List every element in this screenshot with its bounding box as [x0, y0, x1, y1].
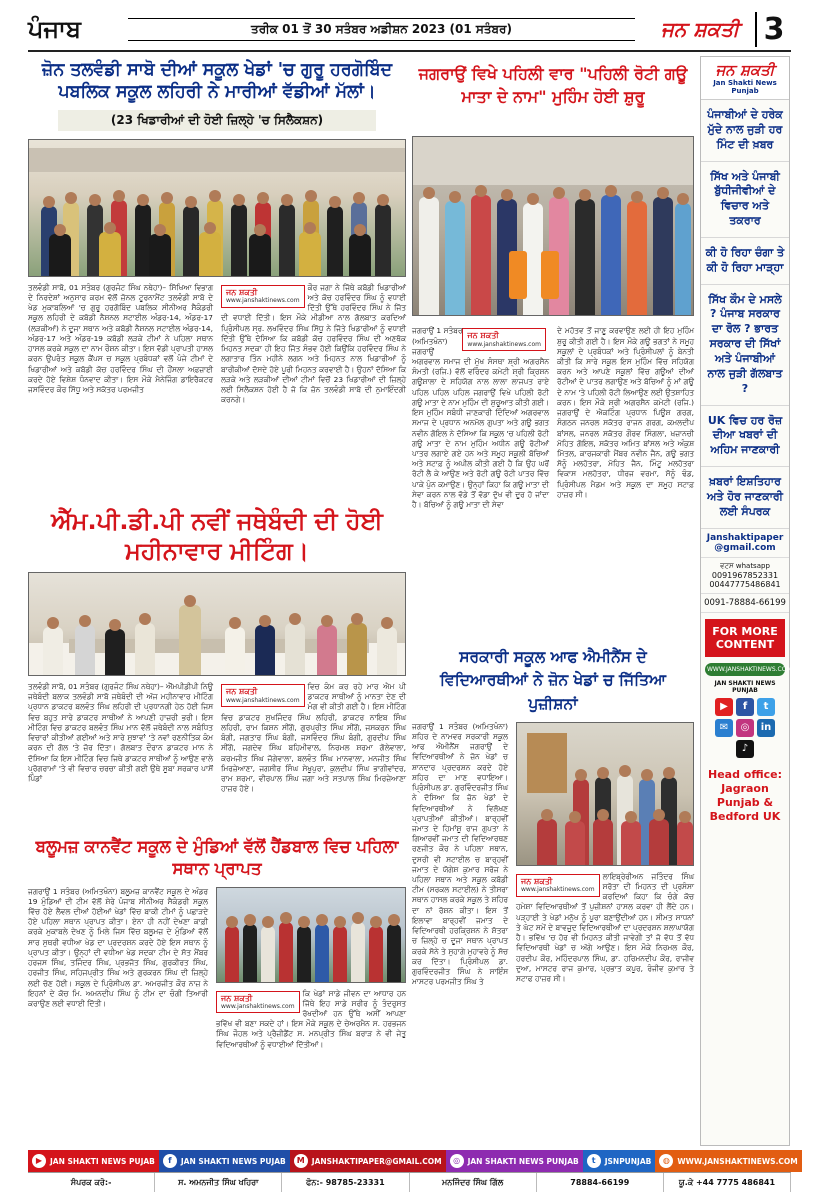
facebook-icon[interactable]: f: [736, 698, 754, 716]
article-headline: ਜ਼ੋਨ ਤਲਵੰਡੀ ਸਾਬੋ ਦੀਆਂ ਸਕੂਲ ਖੇਡਾਂ 'ਚ ਗੁਰੂ ਹਰਗੋਬਿੰਦ ਪਬਲਿਕ ਸਕੂਲ ਲਹਿਰੀ ਨੇ ਮਾਰੀਆਂ ਵੱਡੀਆਂ ਮੱਲਾਂ।: [41, 60, 393, 102]
twitter-icon: t: [587, 1154, 601, 1168]
footer-social-bar: [28, 1150, 798, 1172]
twitter-icon[interactable]: t: [757, 698, 775, 716]
sidebar-whatsapp: ਵਟਸ whatsapp 0091967852331 00447775486841: [701, 558, 789, 594]
footer-contact: ਸੰਪਰਕ ਕਰੋ:-: [28, 1173, 155, 1192]
page-header: [28, 8, 791, 52]
janshakti-badge: ਜਨ ਸ਼ਕਤੀ www.janshaktinews.com: [462, 328, 546, 351]
page-footer: [28, 1150, 798, 1194]
article-headline: ਜਗਰਾਉਂ ਵਿਖੇ ਪਹਿਲੀ ਵਾਰ "ਪਹਿਲੀ ਰੋਟੀ ਗਊ ਮਾਤਾ ਦੇ ਨਾਮ" ਮੁਹਿੰਮ ਹੋਈ ਸ਼ੁਰੂ: [418, 64, 688, 107]
article-body: ਜਨ ਸ਼ਕਤੀ www.janshaktinews.com ਵਿਚ ਕੰਮ ਕਰ ਰਹੇ ਮਾਰ ਐਮ ਪੀ ਡਾਕਟਰ ਸਾਥੀਆਂ ਨੂੰ ਮਾਨਤਾ ਦੇਣ ਦੀ ਮੰਗ ਵੀ ਕੀਤੀ ਗਈ ਹੈ। ਇਸ ਮੀਟਿੰਗ ਵਿਚ ਡਾਕਟਰ ਸੁਖਜਿੰਦਰ ਸਿੰਘ ਲਹਿਰੀ, ਡਾਕਟਰ ਨਾਇਬ ਸਿੰਘ ਲਹਿਰੀ, ਰਾਮ ਕਿਸ਼ਨ ਸੀਂਗੋ, ਗੁਰਪ੍ਰੀਤ ਸਿੰਘ ਸੀਂਗੋ, ਜਸਕਰਨ ਸਿੰਘ ਬੰਗੀ, ਜਗਤਾਰ ਸਿੰਘ ਬੰਗੀ, ਜਸਵਿੰਦਰ ਸਿੰਘ ਬੰਗੀ, ਗੁਰਦੀਪ ਸਿੰਘ ਸੀਂਗੋ, ਜਗਦੇਵ ਸਿੰਘ ਬਹਿਮੀਵਾਲ, ਨਿਰਮਲ ਸ਼ਰਮਾ ਗੋਲੇਵਾਲਾ, ਕਰਮਜੀਤ ਸਿੰਘ ਜੋਗੇਵਾਲਾ, ਬਲਵੰਤ ਸਿੰਘ ਮਾਨਵਾਲਾ, ਮਨਜੀਤ ਸਿੰਘ ਮਿਰਜ਼ੇਆਣਾ, ਜਗਸੀਰ ਸਿੰਘ ਸੇਖੂਪੁਰਾ, ਕੁਲਦੀਪ ਸਿੰਘ ਭਾਗੀਵਾਂਦਰ, ਰਾਮ ਸ਼ਰਮਾ, ਵੀਰਪਾਲ ਸਿੰਘ ਜਗਾ ਅਤੇ ਸਤਪਾਲ ਸਿੰਘ ਮਿਰਜ਼ੇਆਣਾ ਹਾਜ਼ਰ ਹੋਏ।: [221, 682, 406, 794]
page-number: 3: [755, 12, 791, 47]
more-content-banner[interactable]: FOR MORE CONTENT: [705, 619, 785, 657]
footer-link-gmail[interactable]: M JANSHAKTIPAPER@GMAIL.COM: [290, 1150, 446, 1172]
footer-link-facebook[interactable]: f JAN SHAKTI NEWS PUJAB: [159, 1150, 290, 1172]
footer-contact-bar: [28, 1172, 791, 1192]
footer-link-twitter[interactable]: t JSNPUNJAB: [583, 1150, 656, 1172]
article-body: ਜਗਰਾਉਂ 1 ਸਤੰਬਰ (ਅਮਿਤਖੰਨਾ) ਸ਼ਹਿਰ ਦੇ ਨਾਮਵਰ ਸਰਕਾਰੀ ਸਕੂਲ ਆਫ ਐਮੀਨੈਂਸ ਜਗਰਾਉਂ ਦੇ ਵਿਦਿਆਰਥੀਆਂ ਨੇ ਜ਼ੋਨ ਖੇਡਾਂ ਚ ਸ਼ਾਨਦਾਰ ਪ੍ਰਦਰਸ਼ਨ ਕਰਦੇ ਹੋਏ ਸ਼ਹਿਰ ਦਾ ਮਾਣ ਵਧਾਇਆ। ਪ੍ਰਿੰਸੀਪਲ ਡਾ. ਗੁਰਵਿੰਦਰਜੀਤ ਸਿੰਘ ਨੇ ਦੱਸਿਆ ਕਿ ਜ਼ੋਨ ਖੇਡਾਂ ਦੇ ਵਿਦਿਆਰਥੀਆਂ ਨੇ ਵਿਲੱਖਣ ਪ੍ਰਾਪਤੀਆਂ ਕੀਤੀਆਂ। ਬਾਰ੍ਹਵੀਂ ਜਮਾਤ ਦੇ ਹਿਮਾਂਸ਼ੂ ਰਾਜ ਗੁਪਤਾ ਨੇ ਗਿਆਰਵੀਂ ਜਮਾਤ ਦੀ ਵਿਦਿਆਰਥਣ ਰਣਜੀਤ ਕੌਰ ਨੇ ਪਹਿਲਾ ਸਥਾਨ, ਦੁਸਰੀ ਵੀ ਸਟਾਈਲ ਚ ਬਾਰ੍ਹਵੀਂ ਜਮਾਤ ਦੇ ਯੋਗੇਸ਼ ਕੁਮਾਰ ਸਰੋਜ ਨੇ ਪਹਿਲਾ ਸਥਾਨ ਅਤੇ ਸਕੂਲ ਕਬੱਡੀ ਟੀਮ (ਸਰਕਲ ਸਟਾਈਲ) ਨੇ ਤੀਸਰਾ ਸਥਾਨ ਹਾਸਲ ਕਰਕੇ ਸਕੂਲ ਤੇ ਸ਼ਹਿਰ ਦਾ ਨਾਂ ਰੋਸ਼ਨ ਕੀਤਾ। ਇਸ ਤੋਂ ਇਲਾਵਾ ਬਾਰ੍ਹਵੀਂ ਜਮਾਤ ਦੇ ਵਿਦਿਆਰਥੀ ਹਰਕ੍ਰਿਸ਼ਨ ਨੇ ਸ਼ੱਤਰਾ ਚ ਜ਼ਿਲ੍ਹੇ ਚ ਦੂਜਾ ਸਥਾਨ ਪ੍ਰਾਪਤ ਕਰਕੇ ਸੋਨੇ ਤੇ ਸੁਹਾਗੇ ਮੁਹਾਵਰੇ ਨੂੰ ਸੱਚ ਕਰ ਦਿੱਤਾ। ਪ੍ਰਿੰਸੀਪਲ ਡਾ. ਗੁਰਵਿੰਦਰਜੀਤ ਸਿੰਘ ਨੇ ਸਾਇੰਸ ਮਾਸਟਰ ਪਰਮਜੀਤ ਸਿੰਘ ਤੇ: [412, 721, 508, 987]
article-roti: [412, 56, 694, 646]
footer-link-youtube[interactable]: ▶ JAN SHAKTI NEWS PUJAB: [28, 1150, 159, 1172]
footer-link-instagram[interactable]: ◎ JAN SHAKTI NEWS PUNJAB: [446, 1150, 583, 1172]
sidebar-phone: 0091-78884-66199: [701, 594, 789, 613]
instagram-icon[interactable]: ◎: [736, 719, 754, 737]
campaign-photo: [412, 136, 694, 316]
email-icon[interactable]: ✉: [715, 719, 733, 737]
social-label: JAN SHAKTI NEWS PUNJAB: [714, 679, 776, 694]
article-kabaddi: [28, 56, 406, 506]
middle-column: [412, 56, 694, 1146]
gmail-icon: M: [294, 1154, 308, 1168]
article-headline: ਬਲੂਮਜ਼ ਕਾਨਵੈਂਟ ਸਕੂਲ ਦੇ ਮੁੰਡਿਆਂ ਵੱਲੋਂ ਹੈਂਡਬਾਲ ਵਿਚ ਪਹਿਲਾ ਸਥਾਨ ਪ੍ਰਾਪਤ: [35, 837, 399, 879]
article-body: ਜਨ ਸ਼ਕਤੀ www.janshaktinews.com ਕਿ ਖੇਡਾਂ ਸਾਡੇ ਜੀਵਨ ਦਾ ਆਧਾਰ ਹਨ ਜਿੱਥੇ ਇਹ ਸਾਡੇ ਸਰੀਰ ਨੂੰ ਤੰਦਰੁਸਤ ਰੱਖਦੀਆਂ ਹਨ ਉੱਥੇ ਅਸੀਂ ਆਪਣਾ ਭਵਿੱਖ ਵੀ ਬਣਾ ਸਕਦੇ ਹਾਂ। ਇਸ ਮੌਕੇ ਸਕੂਲ ਦੇ ਚੇਅਰਮੈਨ ਸ. ਹਰਭਜਨ ਸਿੰਘ ਜੌਹਲ ਅਤੇ ਪ੍ਰੈਜ਼ੀਡੈਂਟ ਸ. ਮਨਪ੍ਰੀਤ ਸਿੰਘ ਬਰਾੜ ਨੇ ਵੀ ਜੇਤੂ ਵਿਦਿਆਰਥੀਆਂ ਨੂੰ ਵਧਾਈਆਂ ਦਿੱਤੀਆਂ।: [216, 988, 406, 1049]
article-body: ਜਨ ਸ਼ਕਤੀ www.janshaktinews.com ਲਾਇਬ੍ਰੇਰੀਅਨ ਜਤਿੰਦਰ ਸਿੰਘ ਸਰੋਤਾ ਦੀ ਮਿਹਨਤ ਦੀ ਪ੍ਰਸੰਸਾ ਕਰਦਿਆਂ ਕਿਹਾ ਕਿ ਚੰਗੇ ਕੋਚ ਹਮੇਸ਼ਾ ਵਿਦਿਆਰਥੀਆਂ ਤੋਂ ਪੁਜ਼ੀਸ਼ਨਾਂ ਹਾਸਲ ਕਰਵਾ ਹੀ ਲੈਂਦੇ ਹਨ। ਪੜ੍ਹਾਈ ਤੇ ਖੇਡਾਂ ਮਨੁੱਖ ਨੂੰ ਪੂਰਾ ਬਣਾਉਂਦੀਆਂ ਹਨ। ਸੀਮਤ ਸਾਧਨਾਂ ਤੇ ਘੱਟ ਸਮੇਂ ਦੇ ਬਾਵਜੂਦ ਵਿਦਿਆਰਥੀਆਂ ਦਾ ਪ੍ਰਦਰਸ਼ਨ ਸ਼ਲਾਘਾਯੋਗ ਹੈ। ਭਵਿੱਖ 'ਚ ਹੋਰ ਵੀ ਮਿਹਨਤ ਕੀਤੀ ਜਾਵੇਗੀ ਤਾਂ ਜੋ ਵੱਧ ਤੋਂ ਵੱਧ ਵਿਦਿਆਰਥੀ ਖੇਡਾਂ ਚ ਅੱਗੇ ਆਉਣ। ਇਸ ਮੌਕੇ ਨਿਰਮਲ ਕੌਰ, ਹਰਦੀਪ ਕੌਰ, ਮਹਿੰਦਰਪਾਲ ਸਿੰਘ, ਡਾ. ਹਰਿਮਨਦੀਪ ਕੌਰ, ਰਾਜੀਵ ਦੁਆ, ਮਾਸਟਰ ਰਾਜ ਕੁਮਾਰ, ਪ੍ਰਭਾਤ ਕਪੂਰ, ਰੰਜੀਵ ਕੁਮਾਰ ਤੇ ਸਟਾਫ ਹਾਜ਼ਰ ਸੀ।: [516, 871, 694, 983]
article-body: ਜਗਰਾਉਂ 1 ਸਤੰਬਰ (ਅਮਿਤਖੰਨਾ) ਬਲੂਮਜ਼ ਕਾਨਵੈਂਟ ਸਕੂਲ ਦੇ ਅੰਡਰ 19 ਮੁੰਡਿਆਂ ਦੀ ਟੀਮ ਵੱਲੋਂ ਸ਼ੇਰੇ ਪੰਜਾਬ ਸੀਨੀਅਰ ਸੈਕੰਡਰੀ ਸਕੂਲ ਵਿੱਚ ਹੋਏ ਲੈਵਲ ਦੀਆਂ ਹੋਈਆਂ ਖੇਡਾਂ ਵਿੱਚ ਬਾਕੀ ਟੀਮਾਂ ਨੂੰ ਪਛਾੜਦੇ ਹੋਏ ਪਹਿਲਾ ਸਥਾਨ ਪ੍ਰਾਪਤ ਕੀਤਾ। ਏਨਾ ਹੀ ਨਹੀਂ ਦੇਖਣਾ ਕਾਫ਼ੀ ਕਰਕੇ ਮੁਕਾਬਲੇ ਦੇਖਣ ਨੂੰ ਮਿਲੇ ਜਿਸ ਵਿੱਚ ਬਲੂਮਜ਼ ਦੇ ਮੁੰਡਿਆਂ ਵੱਲੋਂ ਸਾਰ ਸੁਥਰੀ ਵਧੀਆ ਖੇਡ ਦਾ ਪ੍ਰਦਰਸ਼ਨ ਕਰਦੇ ਹੋਏ ਇਸ ਸਥਾਨ ਨੂੰ ਪ੍ਰਾਪਤ ਕੀਤਾ। ਉਨ੍ਹਾਂ ਦੀ ਵਧੀਆ ਖੇਡ ਸਦਕਾ ਟੀਮ ਦੇ ਸੱਤ ਮੈਂਬਰ ਹਰਜਸ ਸਿੰਘ, ਤਜਿੰਦਰ ਸਿੰਘ, ਪ੍ਰਭਜੋਤ ਸਿੰਘ, ਗੁਰਕੀਰਤ ਸਿੰਘ, ਹਰਜੀਤ ਸਿੰਘ, ਸਹਿਜਪ੍ਰੀਤ ਸਿੰਘ ਅਤੇ ਗੁਰਕਰਨ ਸਿੰਘ ਦੀ ਜ਼ਿਲ੍ਹੇ ਲਈ ਚੋਣ ਹੋਈ। ਸਕੂਲ ਦੇ ਪ੍ਰਿੰਸੀਪਲ ਡਾ. ਅਮਰਜੀਤ ਕੌਰ ਨਾਜ਼ ਨੇ ਇਹਨਾਂ ਦੇ ਕੋਚ ਮਿ. ਅਮਨਦੀਪ ਸਿੰਘ ਨੂੰ ਟੀਮ ਦਾ ਚੰਗੀ ਤਿਆਰੀ ਕਰਾਉਣ ਲਈ ਵਧਾਈ ਦਿੱਤੀ।: [28, 886, 208, 1008]
article-headline: ਐੱਮ.ਪੀ.ਡੀ.ਪੀ ਨਵੀਂ ਜਥੇਬੰਦੀ ਦੀ ਹੋਈ ਮਹੀਨਾਵਾਰ ਮੀਟਿੰਗ।: [51, 507, 383, 565]
article-headline: ਸਰਕਾਰੀ ਸਕੂਲ ਆਫ ਐਮੀਨੈਂਸ ਦੇ ਵਿਦਿਆਰਥੀਆਂ ਨੇ ਜ਼ੋਨ ਖੇਡਾਂ ਚ ਜਿੱਤਿਆ ਪੁਜ਼ੀਸ਼ਨਾਂ: [440, 648, 666, 713]
footer-contact: ਯੂ.ਕੇ +44 7775 486841: [664, 1173, 791, 1192]
article-bluums: [28, 836, 406, 1136]
article-subhead: (23 ਖਿਡਾਰੀਆਂ ਦੀ ਹੋਈ ਜ਼ਿਲ੍ਹੇ 'ਚ ਸਿਲੈਕਸ਼ਨ): [58, 110, 376, 131]
footer-contact: ਮਨਜਿੰਦਰ ਸਿੰਘ ਗਿੱਲ: [410, 1173, 537, 1192]
left-column: [28, 56, 406, 1136]
article-body: ਜਨ ਸ਼ਕਤੀ www.janshaktinews.com ਜਗਰਾਉਂ 1 ਸਤੰਬਰ (ਅਮਿਤਖੰਨਾ) ਜਗਰਾਉਂ ਅਗਰਵਾਲ ਸਮਾਜ ਦੀ ਮੁੱਖ ਸੰਸਥਾ ਸ਼੍ਰੀ ਅਗਰਸੈਨ ਸੰਮਤੀ (ਰਜਿ.) ਵੱਲੋਂ ਵਰਿੰਦਰ ਕਮੇਟੀ ਸ਼੍ਰੀ ਕ੍ਰਿਸ਼ਨ ਗਊਸ਼ਾਲਾ ਦੇ ਸਹਿਯੋਗ ਨਾਲ ਲਾਲਾ ਲਾਜਪਤ ਰਾਏ ਪਹਿਲ ਪਹਿਲ ਪਹਿਲ ਜਗਰਾਉਂ ਵਿਖੇ ਪਹਿਲੀ ਰੋਟੀ ਗਊ ਮਾਤਾ ਦੇ ਨਾਮ ਮੁਹਿੰਮ ਦੀ ਸ਼ੁਰੂਆਤ ਕੀਤੀ ਗਈ। ਇਸ ਮੁਹਿੰਮ ਸਬੰਧੀ ਜਾਣਕਾਰੀ ਦਿੰਦਿਆਂ ਅਗਰਵਾਲ ਸਮਾਜ ਦੇ ਪ੍ਰਧਾਨ ਅਨਮੋਲ ਗੁਪਤਾ ਅਤੇ ਗਊ ਭਗਤ ਨਵੀਨ ਗੋਇਲ ਨੇ ਦੱਸਿਆ ਕਿ ਸਕੂਲ 'ਚ ਪਹਿਲੀ ਰੋਟੀ ਗਊ ਮਾਤਾ ਦੇ ਨਾਮ ਮੁਹਿੰਮ ਅਧੀਨ ਗਊ ਰੋਟੀਆਂ ਪਾਤਰ ਲਗਾਏ ਗਏ ਹਨ ਅਤੇ ਸਮੂਹ ਸਕੂਲੀ ਬੱਚਿਆਂ ਅਤੇ ਸਟਾਫ਼ ਨੂੰ ਅਪੀਲ ਕੀਤੀ ਗਈ ਹੈ ਕਿ ਉਹ ਘਰੋਂ ਰੋਟੀ ਲੈ ਕੇ ਆਉਣ ਅਤੇ ਰੋਟੀ ਗਊ ਰੋਟੀ ਪਾਤਰ ਵਿੱਚ ਪਾਕੇ ਪੁੰਨ ਕਮਾਉਣ। ਉਨ੍ਹਾਂ ਕਿਹਾ ਕਿ ਗਊ ਮਾਤਾ ਦੀ ਸੇਵਾ ਕਰਨ ਨਾਲ ਵੱਡੇ ਤੋਂ ਵੱਡਾ ਦੁੱਖ ਵੀ ਦੂਰ ਹੋ ਜਾਂਦਾ ਹੈ। ਬੱਚਿਆਂ ਨੂੰ ਗਊ ਮਾਤਾ ਦੀ ਸੇਵਾ: [412, 326, 549, 510]
sidebar-item: ਸਿੱਖ ਕੌਮ ਦੇ ਮਸਲੇ ? ਪੰਜਾਬ ਸਰਕਾਰ ਦਾ ਰੋਲ ? ਭਾਰਤ ਸਰਕਾਰ ਦੀ ਸਿੱਖਾਂ ਅਤੇ ਪੰਜਾਬੀਆਂ ਨਾਲ ਜੁੜੀ ਗੱਲਬਾਤ ?: [701, 285, 789, 406]
article-body: ਦੇ ਮਹੱਤਵ ਤੋਂ ਜਾਣੂ ਕਰਵਾਉਣ ਲਈ ਹੀ ਇਹ ਮੁਹਿੰਮ ਸ਼ੁਰੂ ਕੀਤੀ ਗਈ ਹੈ। ਇਸ ਮੌਕੇ ਗਊ ਭਗਤਾਂ ਨੇ ਸਮੂਹ ਸਕੂਲਾਂ ਦੇ ਪ੍ਰਬੰਧਕਾਂ ਅਤੇ ਪ੍ਰਿੰਸੀਪਲਾਂ ਨੂੰ ਬੇਨਤੀ ਕੀਤੀ ਕਿ ਸਾਰੇ ਸਕੂਲ ਇਸ ਮੁਹਿੰਮ ਵਿੱਚ ਸਹਿਯੋਗ ਕਰਨ ਅਤੇ ਆਪਣੇ ਸਕੂਲਾਂ ਵਿੱਚ ਗਊਆਂ ਦੀਆਂ ਰੋਟੀਆਂ ਦੇ ਪਾਤਰ ਲਗਾਉਣ ਅਤੇ ਬੱਚਿਆਂ ਨੂੰ ਮਾਂ ਗਊ ਦੇ ਨਾਮ 'ਤੇ ਪਹਿਲੀ ਰੋਟੀ ਲਿਆਉਣ ਲਈ ਉਤਸ਼ਾਹਿਤ ਕਰਨ। ਇਸ ਮੌਕੇ ਸ਼੍ਰੀ ਅਗਰਸੈਨ ਕਮੇਟੀ (ਰਜਿ.) ਜਗਰਾਉਂ ਦੇ ਐਕਟਿੰਗ ਪ੍ਰਧਾਨ ਪਿਊਸ਼ ਗਰਗ, ਸੰਗਠਨ ਜਨਰਲ ਸਕੱਤਰ ਰਾਜਨ ਗਰਗ, ਕਮਲਦੀਪ ਬਾਂਸਲ, ਜਨਰਲ ਸਕੱਤਰ ਗੌਰਵ ਸਿੰਗਲਾ, ਖ਼ਜ਼ਾਨਚੀ ਮੋਹਿਤ ਗੋਇਲ, ਸਕੱਤਰ ਅਮਿਤ ਬਾਂਸਲ ਅਤੇ ਅੰਕੁਸ਼ ਮਿੱਤਲ, ਕਾਰਜਕਾਰੀ ਮੈਂਬਰ ਨਵੀਨ ਜੈਨ, ਗਊ ਭਗਤ ਸੋਨੂੰ ਮਲਹੋਤਰਾ, ਮੋਹਿਤ ਜੈਨ, ਮਿੰਟੂ ਮਲਹੋਤਰਾ ਵਿਕਾਸ ਮਲਹੋਤਰਾ, ਧੀਰਜ ਵਰਮਾ, ਸੋਨੂੰ ਢੰਡ, ਪ੍ਰਿੰਸੀਪਲ ਮੈਡਮ ਅਤੇ ਸਕੂਲ ਦਾ ਸਮੂਹ ਸਟਾਫ਼ ਹਾਜ਼ਰ ਸੀ।: [557, 326, 694, 499]
sidebar-email[interactable]: Janshaktipaper @gmail.com: [701, 529, 789, 558]
social-icons: [701, 694, 789, 762]
article-body: ਜਨ ਸ਼ਕਤੀ www.janshaktinews.com ਕੌਰ ਜਗਾ ਨੇ ਜਿੱਥੇ ਕਬੱਡੀ ਖਿਡਾਰੀਆਂ ਅਤੇ ਕੋਚ ਹਰਵਿੰਦਰ ਸਿੰਘ ਨੂੰ ਵਧਾਈ ਦਿੱਤੀ ਉੱਥੇ ਹਰਵਿੰਦਰ ਸਿੰਘ ਨੇ ਜਿੱਤ ਦੀ ਵਧਾਈ ਦਿੱਤੀ। ਇਸ ਮੌਕੇ ਮੀਡੀਆ ਨਾਲ ਗੱਲਬਾਤ ਕਰਦਿਆਂ ਪ੍ਰਿੰਸੀਪਲ ਸ੍ਰ. ਲਖਵਿੰਦਰ ਸਿੰਘ ਸਿੱਧੂ ਨੇ ਜਿੱਤੇ ਖਿਡਾਰੀਆਂ ਨੂੰ ਵਧਾਈ ਦਿੱਤੀ ਉੱਥੇ ਦੱਸਿਆ ਕਿ ਕਬੱਡੀ ਕੋਚ ਹਰਵਿੰਦਰ ਸਿੰਘ ਦੀ ਅਣਥੱਕ ਮਿਹਨਤ ਸਦਕਾ ਹੀ ਇਹ ਜਿੱਤ ਸੰਭਵ ਹੋਈ ਕਿਉਂਕਿ ਹਰਵਿੰਦਰ ਸਿੰਘ ਨੇ ਲਗਾਤਾਰ ਤਿੰਨ ਮਹੀਨੇ ਲਗਨ ਅਤੇ ਮਿਹਨਤ ਨਾਲ ਖਿਡਾਰੀਆਂ ਨੂੰ ਬਾਰੀਕੀਆਂ ਦੱਸਦੇ ਹੋਏ ਪੂਰੀ ਮਿਹਨਤ ਕਰਵਾਈ ਹੈ। ਉਹਨਾਂ ਦੱਸਿਆ ਕਿ ਲੜਕੇ ਅਤੇ ਲੜਕੀਆਂ ਦੀਆਂ ਟੀਮਾਂ ਵਿਚੋਂ 23 ਖਿਡਾਰੀਆਂ ਦੀ ਜ਼ਿਲ੍ਹੇ ਲਈ ਸਿਲੈਕਸ਼ਨ ਹੋਈ ਹੈ ਜੋ ਕਿ ਜ਼ੋਨ ਤਲਵੰਡੀ ਸਾਬੋ ਦੀ ਨੁਮਾਇੰਦਗੀ ਕਰਨਗੇ।: [221, 282, 406, 405]
janshakti-badge: ਜਨ ਸ਼ਕਤੀ www.janshaktinews.com: [221, 285, 305, 308]
janshakti-badge: ਜਨ ਸ਼ਕਤੀ www.janshaktinews.com: [221, 684, 305, 707]
article-body: ਤਲਵੰਡੀ ਸਾਬੋ, 01 ਸਤੰਬਰ (ਗੁਰਜੰਟ ਸਿੰਘ ਨਥੇਹਾ)– ਐੱਮਪੀਡੀਪੀ ਨਿਊ ਜਥੇਬੰਦੀ ਬਲਾਕ ਤਲਵੰਡੀ ਸਾਬੋ ਜਥੇਬੰਦੀ ਦੀ ਅੱਜ ਮਹੀਨਾਵਾਰ ਮੀਟਿੰਗ ਪ੍ਰਧਾਨ ਡਾਕਟਰ ਬਲਵੰਤ ਸਿੰਘ ਲਹਿਰੀ ਦੀ ਪ੍ਰਧਾਨਗੀ ਹੇਠ ਹੋਈ ਜਿਸ ਵਿਚ ਬਹੁਤ ਸਾਰੇ ਡਾਕਟਰ ਸਾਥੀਆਂ ਨੇ ਆਪਣੀ ਹਾਜ਼ਰੀ ਭਰੀ। ਇਸ ਮੀਟਿੰਗ ਵਿਚ ਡਾਕਟਰ ਬਲਵੰਤ ਸਿੰਘ ਮਾਨ ਵੱਲੋਂ ਜਥੇਬੰਦੀ ਨਾਲ ਸਬੰਧਿਤ ਵਿਚਾਰਾਂ ਕੀਤੀਆਂ ਗਈਆਂ ਅਤੇ ਸਾਰੇ ਸੁਝਾਵਾਂ 'ਤੇ ਨਵਾਂ ਰਣਨੀਤਿਕ ਕੰਮ ਕਰਨ ਦੀ ਗੱਲ 'ਤੇ ਜ਼ੋਰ ਦਿੱਤਾ। ਗੱਲਬਾਤ ਦੌਰਾਨ ਡਾਕਟਰ ਮਾਨ ਨੇ ਦੱਸਿਆ ਕਿ ਇਸ ਮੀਟਿੰਗ ਵਿਚ ਜਿਥੇ ਡਾਕਟਰ ਸਾਥੀਆਂ ਨੂੰ ਆਉਣ ਵਾਲੇ ਪ੍ਰੋਗਰਾਮਾਂ 'ਤੇ ਵੀ ਵਿਚਾਰ ਚਰਚਾ ਕੀਤੀ ਗਈ ਉਥੇ ਸੂਬਾ ਸਰਕਾਰ ਪਾਸੋਂ ਪਿੰਡਾਂ: [28, 682, 213, 783]
edition-date: ਤਰੀਕ 01 ਤੋਂ 30 ਸਤੰਬਰ ਅਡੀਸ਼ਨ 2023 (01 ਸਤੰਬਰ): [128, 18, 635, 41]
article-body: ਤਲਵੰਡੀ ਸਾਬੋ, 01 ਸਤੰਬਰ (ਗੁਰਜੰਟ ਸਿੰਘ ਨਥੇਹਾ)– ਸਿੱਖਿਆ ਵਿਭਾਗ ਦੇ ਨਿਰਦੇਸ਼ਾਂ ਅਨੁਸਾਰ ਕਰਮ ਵੱਲੋਂ ਜ਼ੋਨਲ ਟੂਰਨਾਮੈਂਟ ਤਲਵੰਡੀ ਸਾਬੋ ਦੇ ਖੇਡ ਮੁਕਾਬਲਿਆਂ 'ਚ ਗੁਰੂ ਹਰਗੋਬਿੰਦ ਪਬਲਿਕ ਸੀਨੀਅਰ ਸੈਕੰਡਰੀ ਸਕੂਲ ਲਹਿਰੀ ਦੇ ਕਬੱਡੀ ਨੈਸ਼ਨਲ ਸਟਾਈਲ ਅੰਡਰ-14, ਅੰਡਰ-17 (ਲੜਕੀਆਂ) ਨੇ ਦੂਜਾ ਸਥਾਨ ਅਤੇ ਕਬੱਡੀ ਨੈਸ਼ਨਲ ਸਟਾਈਲ ਅੰਡਰ-14, ਅੰਡਰ-17 ਅਤੇ ਅੰਡਰ-19 ਕਬੱਡੀ ਲੜਕੇ ਟੀਮਾਂ ਨੇ ਪਹਿਲਾ ਸਥਾਨ ਹਾਸਲ ਕਰਕੇ ਸਕੂਲ ਦਾ ਨਾਮ ਰੌਸ਼ਨ ਕੀਤਾ। ਇਸ ਵੱਡੀ ਪ੍ਰਾਪਤੀ ਹਾਸਲ ਕਰਨ ਉਪਰੰਤ ਸਕੂਲ ਕੈਂਪਸ ਚ ਸਕੂਲ ਪ੍ਰਬੰਧਕਾਂ ਵਲੋਂ ਪੰਜੇ ਟੀਮਾਂ ਦੇ ਖਿਡਾਰੀਆਂ ਅਤੇ ਕਬੱਡੀ ਕੋਚ ਹਰਵਿੰਦਰ ਸਿੰਘ ਦੀ ਹੌਂਸਲਾ ਅਫ਼ਜ਼ਾਈ ਕਰਦੇ ਹੋਏ ਵਿਸ਼ੇਸ਼ ਧੰਨਵਾਦ ਕੀਤਾ। ਇਸ ਮੌਕੇ ਮੈਨੇਜਿੰਗ ਡਾਇਰੈਕਟਰ ਜਸਵਿੰਦਰ ਕੌਰ ਸਿੱਧੂ ਅਤੇ ਸਕੱਤਰ ਪਰਮਜੀਤ: [28, 282, 213, 394]
globe-icon: ◍: [659, 1154, 673, 1168]
meeting-photo: [28, 572, 406, 676]
tiktok-icon[interactable]: ♪: [736, 740, 754, 758]
sidebar-logo: ਜਨ ਸ਼ਕਤੀ Jan Shakti News Punjab: [701, 57, 789, 100]
janshakti-badge: ਜਨ ਸ਼ਕਤੀ www.janshaktinews.com: [516, 874, 600, 897]
footer-contact: ਸ. ਅਮਨਜੀਤ ਸਿੰਘ ਖਹਿਰਾ: [155, 1173, 282, 1192]
footer-contact: 78884-66199: [537, 1173, 664, 1192]
sidebar-item: ਖ਼ਬਰਾਂ ਇਸ਼ਤਿਹਾਰ ਅਤੇ ਹੋਰ ਜਾਣਕਾਰੀ ਲਈ ਸੰਪਰਕ: [701, 467, 789, 529]
youtube-icon[interactable]: ▶: [715, 698, 733, 716]
sidebar-item: ਸਿੱਖ ਅਤੇ ਪੰਜਾਬੀ ਬੁੱਧੀਜੀਵੀਆਂ ਦੇ ਵਿਚਾਰ ਅਤੇ ਤਕਰਾਰ: [701, 162, 789, 238]
facebook-icon: f: [163, 1154, 177, 1168]
sidebar-item: ਕੀ ਹੋ ਰਿਹਾ ਚੰਗਾ ਤੇ ਕੀ ਹੋ ਰਿਹਾ ਮਾੜ੍ਹਾ: [701, 238, 789, 285]
masthead-logo: ਜਨ ਸ਼ਕਤੀ: [660, 17, 740, 41]
sidebar-item: ਪੰਜਾਬੀਆਂ ਦੇ ਹਰੇਕ ਮੁੱਦੇ ਨਾਲ ਜੁੜੀ ਹਰ ਮਿੰਟ ਦੀ ਖ਼ਬਰ: [701, 100, 789, 162]
head-office: Head office: Jagraon Punjab & Bedford UK: [708, 767, 782, 824]
instagram-icon: ◎: [450, 1154, 464, 1168]
sidebar-item: UK ਵਿਚ ਹਰ ਰੋਜ਼ ਦੀਆ ਖਬਰਾਂ ਦੀ ਅਹਿਮ ਜਾਣਕਾਰੀ: [701, 406, 789, 468]
linkedin-icon[interactable]: in: [757, 719, 775, 737]
article-school-of-eminence: [412, 646, 694, 1146]
footer-contact: ਫੋਨ:- 98785-23331: [282, 1173, 409, 1192]
sidebar-ad: [700, 56, 790, 1146]
footer-link-website[interactable]: ◍ WWW.JANSHAKTINEWS.COM: [655, 1150, 801, 1172]
team-photo: [28, 139, 406, 277]
students-photo: [516, 722, 694, 866]
section-title: ਪੰਜਾਬ: [28, 15, 81, 43]
youtube-icon: ▶: [32, 1154, 46, 1168]
article-mpdp: [28, 506, 406, 836]
janshakti-badge: ਜਨ ਸ਼ਕਤੀ www.janshaktinews.com: [216, 991, 300, 1014]
website-link[interactable]: WWW.JANSHAKTINEWS.COM: [705, 663, 785, 676]
handball-team-photo: [216, 887, 406, 983]
